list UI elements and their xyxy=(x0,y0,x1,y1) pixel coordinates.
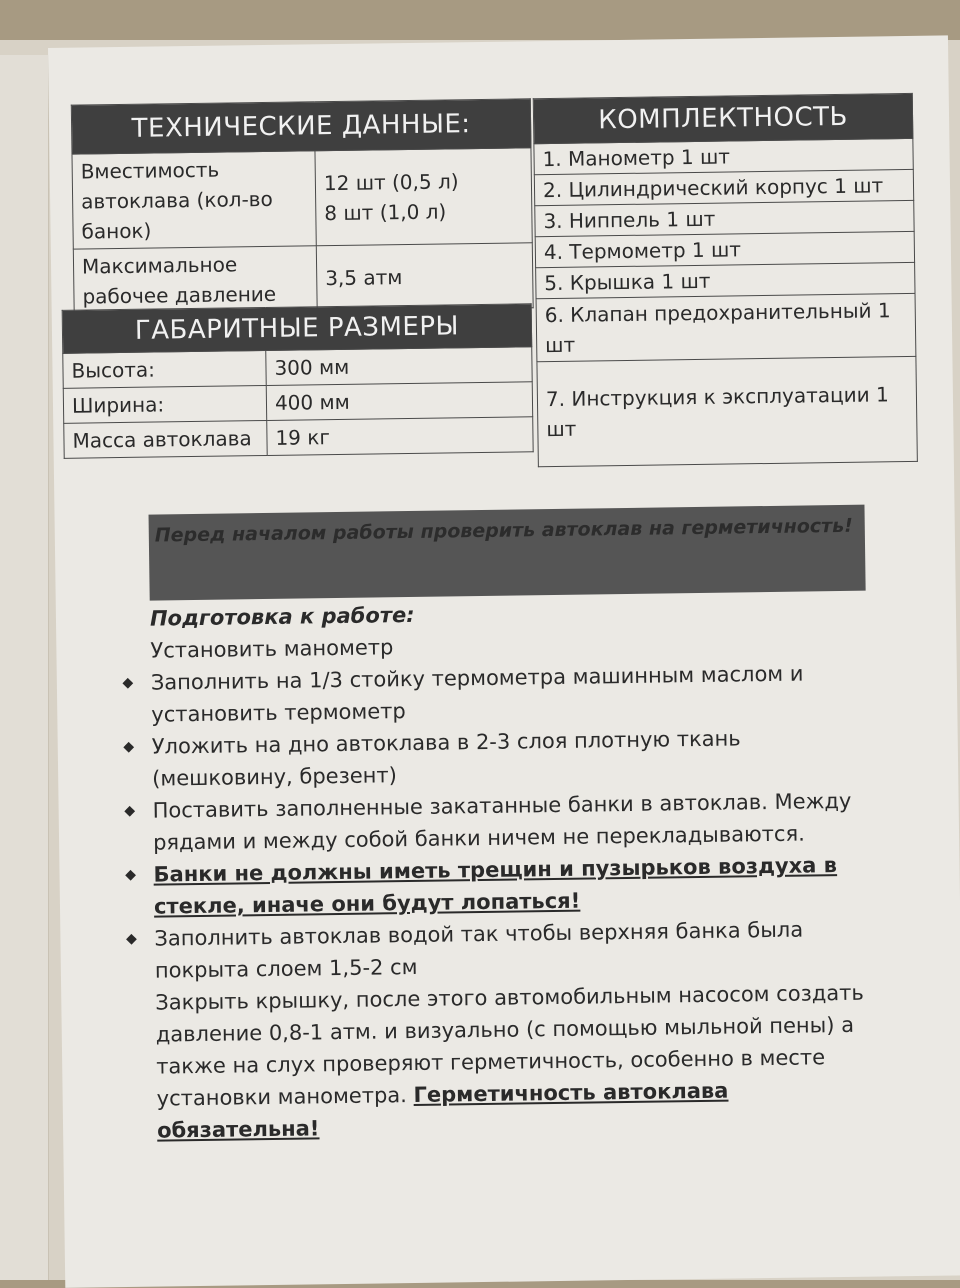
bullet-icon: ◆ xyxy=(124,802,136,820)
table-row xyxy=(534,169,913,205)
kit-item-nipple: 3. Ниппель 1 шт xyxy=(535,200,914,236)
list-item xyxy=(118,784,879,859)
tech-data-table xyxy=(71,98,534,314)
list-item xyxy=(117,656,878,731)
mass-label: Масса автоклава xyxy=(64,420,267,458)
step-fill-water: Заполнить автоклав водой так чтобы верхняя банка была покрыта слоем 1,5-2 см xyxy=(154,917,804,983)
capacity-value-large-jars: 8 шт (1,0 л) xyxy=(324,199,447,226)
pressure-label: Максимальное рабочее давление xyxy=(73,246,317,314)
kit-item-body: 2. Цилиндрический корпус 1 шт xyxy=(534,169,913,205)
list-item xyxy=(120,912,881,987)
capacity-label: Вместимость автоклава (кол-во банок) xyxy=(72,151,316,249)
jars-warning: Банки не должны иметь трещин и пузырьков воздуха в стекле, иначе они будут лопаться! xyxy=(153,853,838,919)
kit-contents-table xyxy=(533,93,918,467)
dimensions-table xyxy=(62,303,534,459)
close-lid-paragraph xyxy=(155,976,883,1146)
warning-banner: Перед началом работы проверить автоклав на герметичность! xyxy=(149,505,866,601)
width-label: Ширина: xyxy=(63,385,266,423)
kit-item-thermometer: 4. Термометр 1 шт xyxy=(535,231,914,267)
prep-heading: Подготовка к работе: xyxy=(149,602,415,631)
capacity-value xyxy=(315,148,532,246)
install-gauge-step: Установить манометр xyxy=(150,635,394,663)
table-row xyxy=(537,356,917,466)
bullet-icon: ◆ xyxy=(125,930,137,947)
mass-value: 19 кг xyxy=(267,417,533,456)
width-value: 400 мм xyxy=(266,382,532,421)
document-page xyxy=(48,35,960,1287)
tech-data-title: ТЕХНИЧЕСКИЕ ДАННЫЕ: xyxy=(71,99,531,154)
kit-item-gauge: 1. Манометр 1 шт xyxy=(534,138,913,174)
step-cloth: Уложить на дно автоклава в 2-3 слоя плотную ткань (мешковину, брезент) xyxy=(151,726,741,791)
kit-item-lid: 5. Крышка 1 шт xyxy=(536,262,915,298)
close-lid-text: Закрыть крышку, после этого автомобильным насосом создать давление 0,8-1 атм. и визуально (с помощью мыльной пены) а также на слух проверяют герметичность, особенно в месте установки манометра. xyxy=(155,980,864,1111)
list-item xyxy=(118,720,879,795)
dimensions-title: ГАБАРИТНЫЕ РАЗМЕРЫ xyxy=(62,304,532,354)
table-row xyxy=(72,148,532,249)
sealing-required: Герметичность автоклава обязательна! xyxy=(156,1078,729,1143)
kit-title: КОМПЛЕКТНОСТЬ xyxy=(533,93,913,143)
page-left-edge xyxy=(0,55,49,1280)
step-thermometer: Заполнить на 1/3 стойку термометра машинным маслом и установить термометр xyxy=(150,661,804,727)
kit-item-manual: 7. Инструкция к эксплуатации 1 шт xyxy=(537,356,917,466)
instructions xyxy=(116,592,884,1147)
bullet-icon: ◆ xyxy=(125,866,137,884)
height-label: Высота: xyxy=(63,350,266,388)
bullet-icon: ◆ xyxy=(123,738,135,756)
table-row xyxy=(64,417,533,459)
kit-item-valve: 6. Клапан предохранительный 1 шт xyxy=(536,293,916,361)
pressure-value: 3,5 атм xyxy=(316,243,533,311)
step-jars: Поставить заполненные закатанные банки в автоклав. Между рядами и между собой банки ничем не перекладываются. xyxy=(152,788,852,855)
table-row xyxy=(536,293,916,361)
capacity-value-small-jars: 12 шт (0,5 л) xyxy=(323,169,459,196)
list-item xyxy=(119,848,880,923)
bullet-icon: ◆ xyxy=(122,674,134,692)
height-value: 300 мм xyxy=(266,347,532,386)
